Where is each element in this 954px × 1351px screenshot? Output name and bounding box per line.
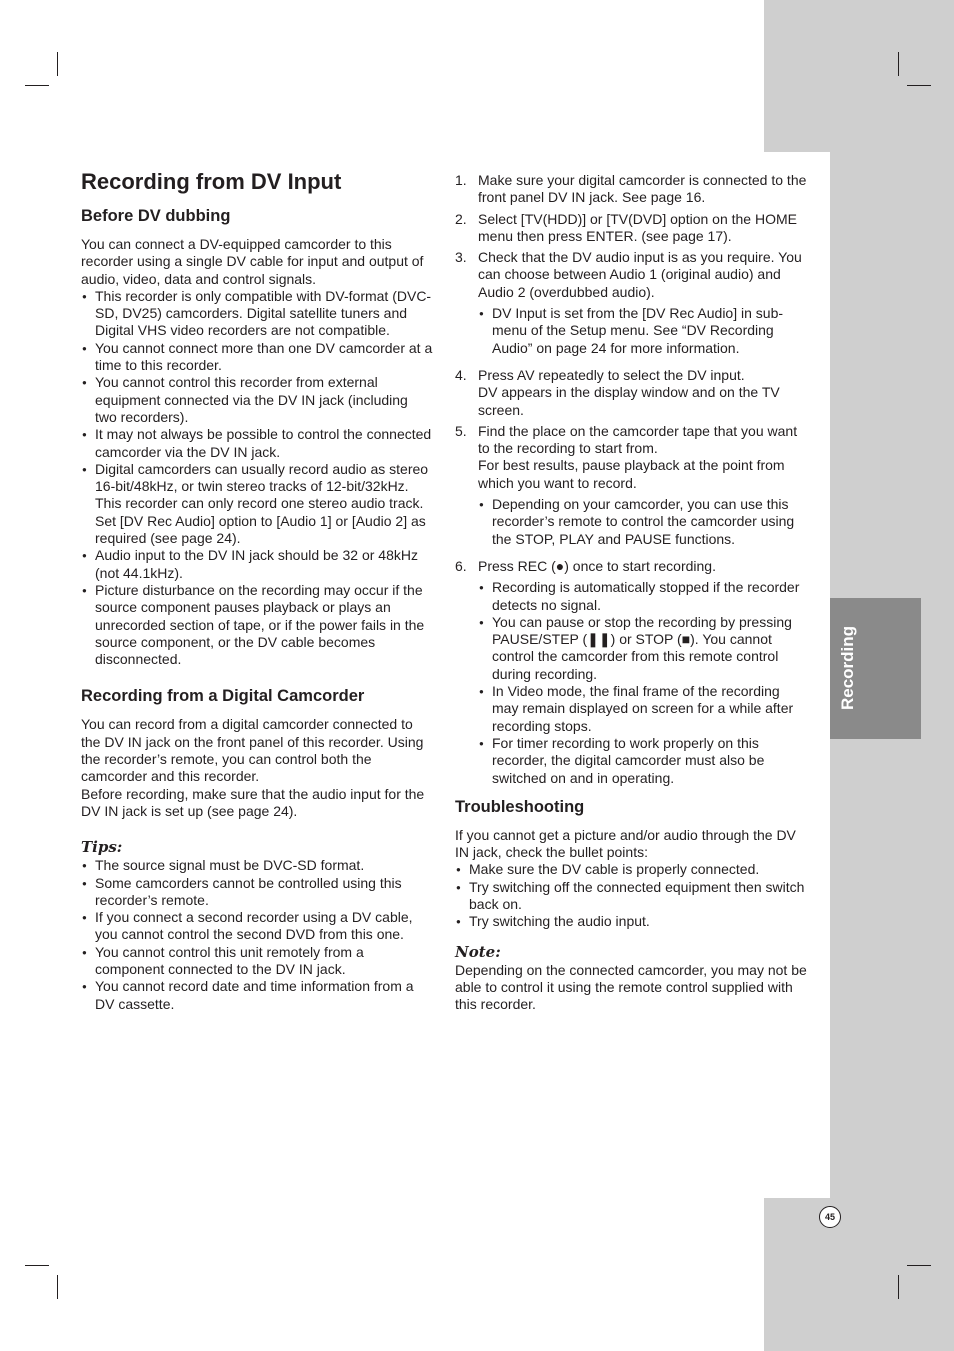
page-title: Recording from DV Input xyxy=(81,169,342,194)
heading-before-dv-dubbing: Before DV dubbing xyxy=(81,207,231,225)
crop-mark xyxy=(25,1265,49,1266)
margin-panel-top xyxy=(764,0,954,152)
list-item: ● Some camcorders cannot be controlled using this recorder’s remote. xyxy=(81,875,433,910)
step-item xyxy=(455,172,807,207)
recording-digital-para-1: You can record from a digital camcorder connected to the DV IN jack on the front panel of this recorder. Using the recorder’s remote, you can control both the camcorder and this recorder. xyxy=(81,716,424,785)
step-number: 4. xyxy=(455,366,467,383)
list-item: ● Try switching off the connected equipment then switch back on. xyxy=(455,879,807,914)
list-item: ● You cannot record date and time information from a DV cassette. xyxy=(81,978,433,1013)
crop-mark xyxy=(907,85,931,86)
troubleshooting-intro: If you cannot get a picture and/or audio through the DV IN jack, check the bullet points: xyxy=(455,826,796,861)
heading-recording-digital-camcorder: Recording from a Digital Camcorder xyxy=(81,687,365,706)
list-item: ● The source signal must be DVC-SD format. xyxy=(81,857,433,874)
troubleshooting-list xyxy=(455,861,807,930)
note-text: Depending on the connected camcorder, you may not be able to control it using the remote control supplied with this recorder. xyxy=(455,961,807,1013)
note-heading: Note: xyxy=(455,942,501,961)
step-item xyxy=(455,249,807,357)
list-item: ● Recording is automatically stopped if the recorder detects no signal. xyxy=(478,579,807,614)
list-item: ● You cannot connect more than one DV camcorder at a time to this recorder. xyxy=(81,340,433,375)
list-item: ● DV Input is set from the [DV Rec Audio] in sub-menu of the Setup menu. See “DV Recording Audio” on page 24 for more information. xyxy=(478,305,807,357)
list-item: ● For timer recording to work properly on this recorder, the digital camcorder must also be switched on and in operating. xyxy=(478,735,807,787)
step-item xyxy=(455,211,807,246)
list-item: ● It may not always be possible to control the connected camcorder via the DV IN jack. xyxy=(81,426,433,461)
margin-panel-bottom xyxy=(764,1198,954,1351)
page-number: 45 xyxy=(819,1206,841,1228)
step-item xyxy=(455,423,807,548)
step-number: 5. xyxy=(455,422,467,439)
tips-list xyxy=(81,857,433,1013)
crop-mark xyxy=(898,52,899,76)
tips-heading: Tips: xyxy=(81,838,123,857)
step-text: Check that the DV audio input is as you require. You can choose between Audio 1 (original audio) and Audio 2 (overdubbed audio). xyxy=(478,249,802,300)
step-text-continued: For best results, pause playback at the point from which you want to record. xyxy=(478,457,785,491)
list-item: ● You cannot control this recorder from external equipment connected via the DV IN jack (including two recorders). xyxy=(81,374,433,426)
left-column xyxy=(81,168,433,1013)
step-text: Press REC (●) once to start recording. xyxy=(478,557,716,574)
right-column xyxy=(455,172,807,1013)
step-number: 1. xyxy=(455,172,467,188)
step-number: 6. xyxy=(455,557,467,574)
step-text-continued: DV appears in the display window and on the TV screen. xyxy=(478,384,780,418)
recording-digital-para-2: Before recording, make sure that the audio input for the DV IN jack is set up (see page 24). xyxy=(81,785,425,819)
crop-mark xyxy=(57,1275,58,1299)
step-text: Make sure your digital camcorder is connected to the front panel DV IN jack. See page 16. xyxy=(478,172,807,206)
list-item: ● In Video mode, the final frame of the recording may remain displayed on screen for a while after recording stops. xyxy=(478,683,807,735)
list-item: ● Digital camcorders can usually record audio as stereo 16-bit/48kHz, or twin stereo tracks of 12-bit/32kHz. This recorder can only record one stereo audio track. Set [DV Rec Audio] option to [Audio 1] or [Audio 2] as required (see page 24). xyxy=(81,461,433,547)
step-item xyxy=(455,558,807,787)
step-sub-list xyxy=(478,579,807,787)
list-item: ● You cannot control this unit remotely from a component connected to the DV IN jack. xyxy=(81,944,433,979)
step-text: Select [TV(HDD)] or [TV(DVD] option on the HOME menu then press ENTER. (see page 17). xyxy=(478,210,797,244)
step-item xyxy=(455,367,807,419)
heading-troubleshooting: Troubleshooting xyxy=(455,797,585,816)
crop-mark xyxy=(57,52,58,76)
step-sub-list xyxy=(478,305,807,357)
list-item: ● This recorder is only compatible with DV-format (DVC-SD, DV25) camcorders. Digital satellite tuners and Digital VHS video recorders are not compatible. xyxy=(81,288,433,340)
crop-mark xyxy=(907,1265,931,1266)
list-item: ● Audio input to the DV IN jack should be 32 or 48kHz (not 44.1kHz). xyxy=(81,547,433,582)
crop-mark xyxy=(25,85,49,86)
before-dv-dubbing-list xyxy=(81,288,433,669)
list-item: ● You can pause or stop the recording by pressing PAUSE/STEP (❚❚) or STOP (■). You cannot control the camcorder from this remote control during recording. xyxy=(478,614,807,683)
list-item: ● Make sure the DV cable is properly connected. xyxy=(455,861,807,878)
steps-list xyxy=(455,172,807,787)
list-item: ● Picture disturbance on the recording may occur if the source component pauses playback or plays an unrecorded section of tape, or if the power fails in the source component, or the DV cable becomes disconnected. xyxy=(81,582,433,668)
step-text: Find the place on the camcorder tape that you want to the recording to start from. xyxy=(478,422,798,457)
before-dv-dubbing-intro: You can connect a DV-equipped camcorder to this recorder using a single DV cable for input and output of audio, video, data and control signals. xyxy=(81,236,424,287)
crop-mark xyxy=(898,1275,899,1299)
list-item: ● Depending on your camcorder, you can use this recorder’s remote to control the camcorder using the STOP, PLAY and PAUSE functions. xyxy=(478,496,807,548)
step-number: 3. xyxy=(455,249,467,266)
step-number: 2. xyxy=(455,210,467,227)
list-item: ● If you connect a second recorder using a DV cable, you cannot control the second DVD from this one. xyxy=(81,909,433,944)
step-sub-list xyxy=(478,496,807,548)
step-text: Press AV repeatedly to select the DV input. xyxy=(478,366,745,383)
list-item: ● Try switching the audio input. xyxy=(455,913,807,930)
